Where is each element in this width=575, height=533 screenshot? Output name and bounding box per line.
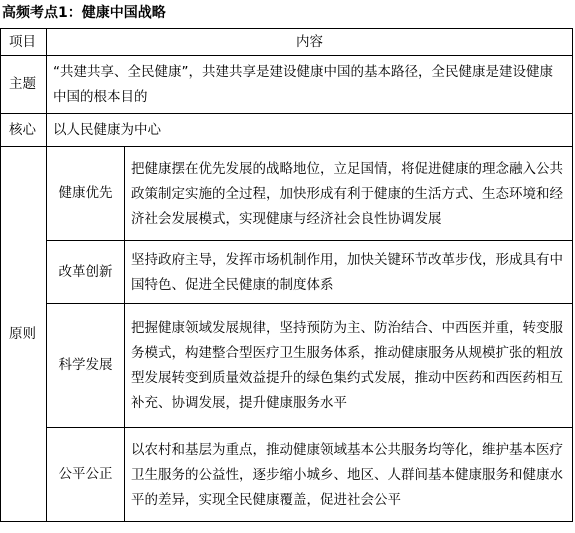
table-header-row: [1, 29, 573, 56]
principle-name: 健康优先: [47, 147, 125, 241]
principle-row-health-first: [1, 147, 573, 241]
theme-label: 主题: [1, 56, 47, 114]
core-text: 以人民健康为中心: [47, 114, 573, 147]
core-row: [1, 114, 573, 147]
principle-name: 改革创新: [47, 241, 125, 304]
principle-row-fairness: [1, 428, 573, 522]
strategy-table: [0, 28, 573, 522]
principle-row-reform: [1, 241, 573, 304]
principle-text: 坚持政府主导，发挥市场机制作用，加快关键环节改革步伐，形成具有中国特色、促进全民健康的制度体系: [125, 241, 573, 304]
theme-row: [1, 56, 573, 114]
principles-label: 原则: [1, 147, 47, 522]
principle-row-science: [1, 304, 573, 428]
header-content-cell: 内容: [47, 29, 573, 56]
header-item-cell: 项目: [1, 29, 47, 56]
principle-text: 把握健康领域发展规律，坚持预防为主、防治结合、中西医并重，转变服务模式，构建整合型医疗卫生服务体系，推动健康服务从规模扩张的粗放型发展转变到质量效益提升的绿色集约式发展，推动中医药和西医药相互补充、协调发展，提升健康服务水平: [125, 304, 573, 428]
principle-text: 把健康摆在优先发展的战略地位，立足国情，将促进健康的理念融入公共政策制定实施的全过程，加快形成有利于健康的生活方式、生态环境和经济社会发展模式，实现健康与经济社会良性协调发展: [125, 147, 573, 241]
principle-name: 公平公正: [47, 428, 125, 522]
theme-text: “共建共享、全民健康”，共建共享是建设健康中国的基本路径，全民健康是建设健康中国的根本目的: [47, 56, 573, 114]
page-title: 高频考点1：健康中国战略: [2, 5, 166, 21]
principle-name: 科学发展: [47, 304, 125, 428]
principle-text: 以农村和基层为重点，推动健康领域基本公共服务均等化，维护基本医疗卫生服务的公益性，逐步缩小城乡、地区、人群间基本健康服务和健康水平的差异，实现全民健康覆盖，促进社会公平: [125, 428, 573, 522]
core-label: 核心: [1, 114, 47, 147]
